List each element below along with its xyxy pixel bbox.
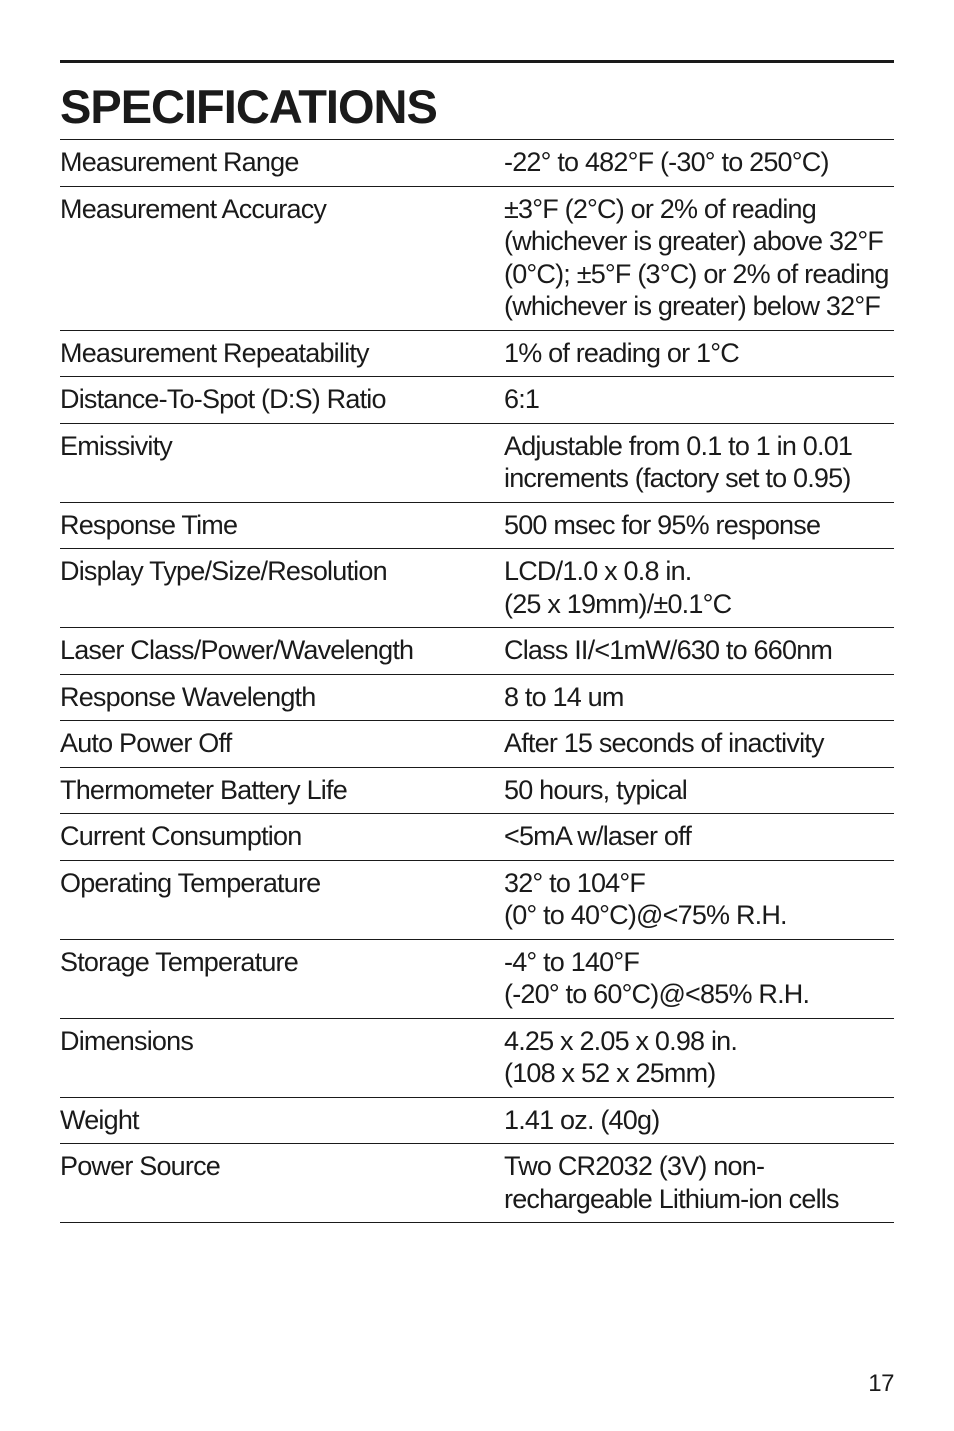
top-rule <box>60 60 894 63</box>
spec-row <box>60 1098 894 1145</box>
spec-value: 6:1 <box>504 384 540 414</box>
spec-row <box>60 503 894 550</box>
spec-row <box>60 187 894 331</box>
spec-row <box>60 140 894 187</box>
spec-label: Auto Power Off <box>60 728 232 758</box>
spec-row <box>60 814 894 861</box>
spec-label: Power Source <box>60 1151 220 1181</box>
spec-label: Distance-To-Spot (D:S) Ratio <box>60 384 386 414</box>
spec-row <box>60 424 894 503</box>
spec-row <box>60 628 894 675</box>
spec-value: Adjustable from 0.1 to 1 in 0.01 increments (factory set to 0.95) <box>504 430 853 493</box>
spec-value: LCD/1.0 x 0.8 in. (25 x 19mm)/±0.1°C <box>504 556 732 619</box>
spec-row <box>60 377 894 424</box>
spec-value: Class II/<1mW/630 to 660nm <box>504 635 833 665</box>
spec-value: After 15 seconds of inactivity <box>504 728 824 758</box>
spec-value: 8 to 14 um <box>504 681 624 712</box>
page-number: 17 <box>868 1370 894 1397</box>
spec-row <box>60 331 894 378</box>
page-title: SPECIFICATIONS <box>60 79 437 133</box>
spec-label: Laser Class/Power/Wavelength <box>60 635 414 665</box>
spec-label: Display Type/Size/Resolution <box>60 556 387 586</box>
spec-row <box>60 1144 894 1223</box>
spec-label: Thermometer Battery Life <box>60 774 347 805</box>
spec-value: 32° to 104°F (0° to 40°C)@<75% R.H. <box>504 867 787 930</box>
spec-label: Response Wavelength <box>60 681 316 712</box>
spec-value: -4° to 140°F (-20° to 60°C)@<85% R.H. <box>504 946 810 1009</box>
spec-value: 500 msec for 95% response <box>504 509 821 540</box>
spec-label: Emissivity <box>60 430 172 461</box>
specifications-page <box>60 60 894 1223</box>
spec-label: Response Time <box>60 509 238 540</box>
spec-label: Storage Temperature <box>60 946 298 977</box>
spec-label: Measurement Accuracy <box>60 193 327 224</box>
spec-label: Dimensions <box>60 1025 194 1056</box>
spec-value: 4.25 x 2.05 x 0.98 in. (108 x 52 x 25mm) <box>504 1025 738 1088</box>
spec-row <box>60 1019 894 1098</box>
spec-value: 1.41 oz. (40g) <box>504 1104 660 1135</box>
spec-value: Two CR2032 (3V) non- rechargeable Lithium-ion cells <box>504 1151 839 1214</box>
spec-table <box>60 139 894 1223</box>
spec-value: 50 hours, typical <box>504 774 688 805</box>
spec-label: Measurement Range <box>60 147 299 177</box>
spec-label: Weight <box>60 1104 139 1135</box>
spec-row <box>60 861 894 940</box>
spec-row <box>60 675 894 722</box>
spec-label: Current Consumption <box>60 821 302 851</box>
spec-value: 1% of reading or 1°C <box>504 337 739 368</box>
spec-value: <5mA w/laser off <box>504 821 692 851</box>
spec-row <box>60 721 894 768</box>
spec-label: Operating Temperature <box>60 867 321 898</box>
spec-label: Measurement Repeatability <box>60 337 369 368</box>
spec-row <box>60 940 894 1019</box>
spec-value: ±3°F (2°C) or 2% of reading (whichever is greater) above 32°F (0°C); ±5°F (3°C) or 2% of reading (whichever is greater) below 32°F <box>504 193 889 321</box>
spec-row <box>60 549 894 628</box>
spec-row <box>60 768 894 815</box>
spec-value: -22° to 482°F (-30° to 250°C) <box>504 147 829 177</box>
